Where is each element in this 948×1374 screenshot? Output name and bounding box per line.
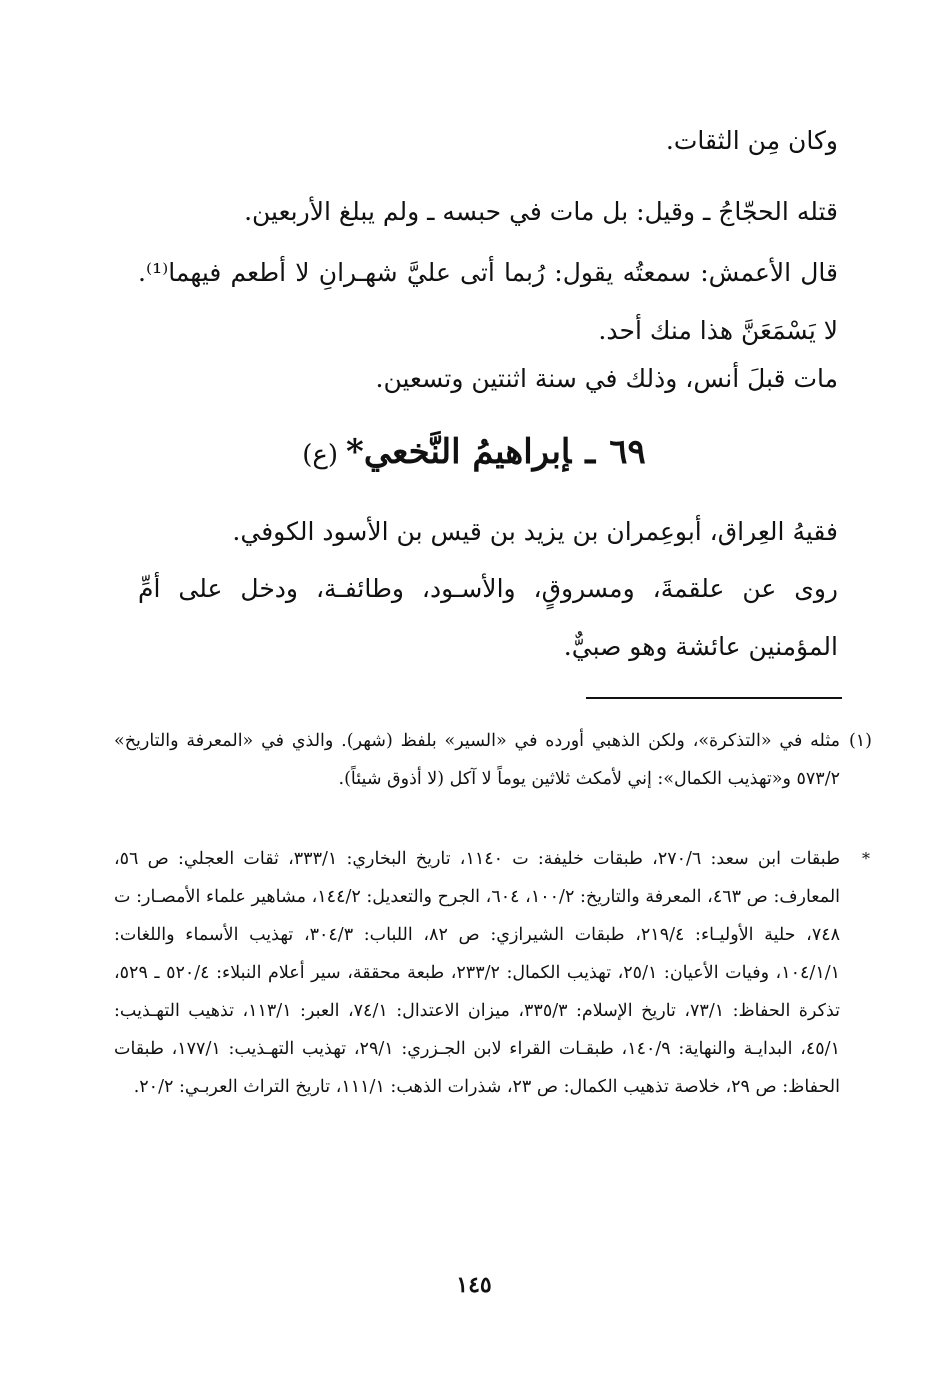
entry-dash: ـ [585, 432, 596, 472]
paragraph-thiqat: وكان مِن الثقات. [665, 126, 838, 155]
paragraph-rawa: روى عن علقمةَ، ومسروقٍ، والأسـود، وطائفـة، ودخل على أمِّ المؤمنين عائشة وهو صبيٌّ. [138, 574, 838, 661]
page-number: ١٤٥ [456, 1272, 492, 1298]
footnote-divider [586, 697, 842, 699]
footnote-sources-text: طبقات ابن سعد: ٢٧٠/٦، طبقات خليفة: ت ١١٤٠، تاريخ البخاري: ٣٣٣/١، ثقات العجلي: ص ٥٦، المعارف: ص ٤٦٣، المعرفة والتاريخ: ١٠٠/٢، ٦٠٤، الجرح والتعديل: ١٤٤/٢، مشاهير علماء الأمصـار: ت ٧٤٨، حلية الأوليـاء: ٢١٩/٤، طبقات الشيرازي: ص ٨٢، اللباب: ٣٠٤/٣، تهذيب الأسماء واللغات: ١٠٤/١/١، وفيات الأعيان: ٢٥/١، تهذيب الكمال: ٢٣٣/٢، طبعة محققة، سير أعلام النبلاء: ٥٢٠/٤ ـ ٥٢٩، تذكرة الحفاظ: ٧٣/١، تاريخ الإسلام: ٣٣٥/٣، ميزان الاعتدال: ٧٤/١، العبر: ١١٣/١، تذهيب التهـذيب: ٤٥/١، البدايـة والنهاية: ١٤٠/٩، طبقـات القراء لابن الجـزري: ٢٩/١، تهذيب التهـذيب: ١٧٧/١، طبقات الحفاظ: ص ٢٩، خلاصة تذهيب الكمال: ص ٢٣، شذرات الذهب: ١١١/١، تاريخ التراث العربـي: ٢٠/٢. [114, 849, 841, 1097]
entry-heading [0, 432, 948, 472]
footnote-1 [114, 722, 872, 798]
entry-number: ٦٩ [609, 432, 646, 472]
entry-code: (ع) [302, 440, 339, 470]
paragraph-died-before: مات قبلَ أنس، وذلك في سنة اثنتين وتسعين. [375, 364, 838, 393]
paragraph-faqih: فقيهُ العِراق، أبوعِمران بن يزيد بن قيس بن الأسود الكوفي. [232, 517, 838, 546]
paragraph-amash: قال الأعمش: سمعتُه يقول: رُبما أتى عليَّ شهـرانِ لا أطعم فيهما⁽¹⁾. لا يَسْمَعَنَّ هذا منك أحد. [138, 258, 838, 345]
footnote-1-marker: (١) [848, 731, 872, 751]
paragraph-death: قتله الحجّاجُ ـ وقيل: بل مات في حبسه ـ ولم يبلغ الأربعين. [244, 197, 838, 226]
footnote-1-text: مثله في «التذكرة»، ولكن الذهبي أورده في «السير» بلفظ (شهر). والذي في «المعرفة والتاريخ» ٥٧٣/٢ و«تهذيب الكمال»: إني لأمكث ثلاثين يوماً لا آكل (لا أذوق شيئاً). [114, 731, 840, 789]
entry-name: إبراهيمُ النَّخعي* [346, 432, 572, 472]
asterisk-icon: * [862, 849, 870, 868]
footnote-sources [114, 840, 870, 1106]
